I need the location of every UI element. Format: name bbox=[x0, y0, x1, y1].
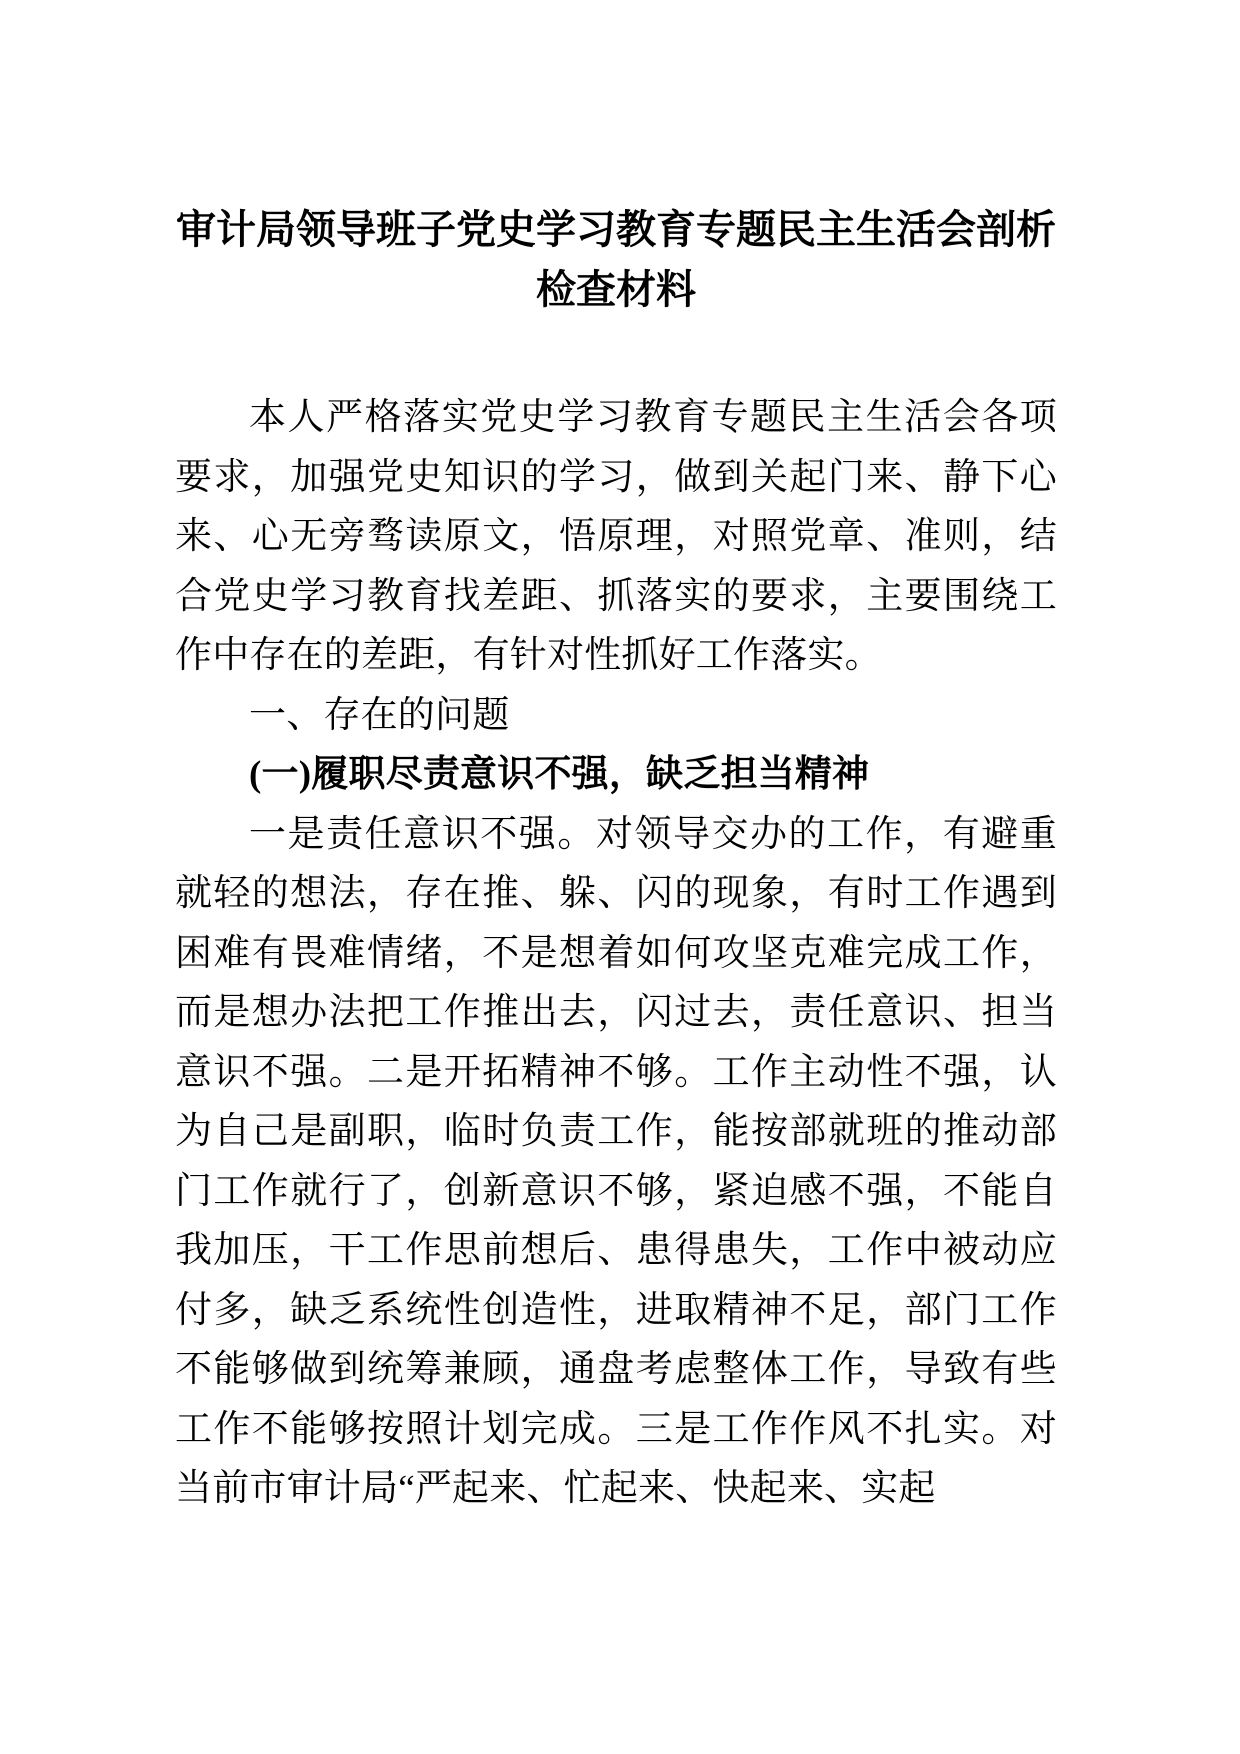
title-spacer bbox=[175, 320, 1057, 388]
section-heading-problems: 一、存在的问题 bbox=[249, 694, 510, 736]
subsection-body-paragraph: 一是责任意识不强。对领导交办的工作，有避重就轻的想法，存在推、躲、闪的现象，有时工作遇到困难有畏难情绪，不是想着如何攻坚克难完成工作，而是想办法把工作推出去，闪过去，责任意识、担当意识不强。二是开拓精神不够。工作主动性不强，认为自己是副职，临时负责工作，能按部就班的推动部门工作就行了，创新意识不够，紧迫感不强，不能自我加压，干工作思前想后、患得患失，工作中被动应付多，缺乏系统性创造性，进取精神不足，部门工作不能够做到统筹兼顾，通盘考虑整体工作，导致有些工作不能够按照计划完成。三是工作作风不扎实。对当前市审计局“严起来、忙起来、快起来、实起 bbox=[175, 813, 1057, 1509]
subsection-heading-duty-awareness: (一)履职尽责意识不强，缺乏担当精神 bbox=[249, 754, 870, 795]
page-title: 审计局领导班子党史学习教育专题民主生活会剖析检查材料 bbox=[176, 207, 1056, 312]
intro-paragraph: 本人严格落实党史学习教育专题民主生活会各项要求，加强党史知识的学习，做到关起门来、静下心来、心无旁骛读原文，悟原理，对照党章、准则，结合党史学习教育找差距、抓落实的要求，主要围绕工作中存在的差距，有针对性抓好工作落实。 bbox=[175, 397, 1057, 676]
document-content bbox=[175, 0, 1057, 1519]
